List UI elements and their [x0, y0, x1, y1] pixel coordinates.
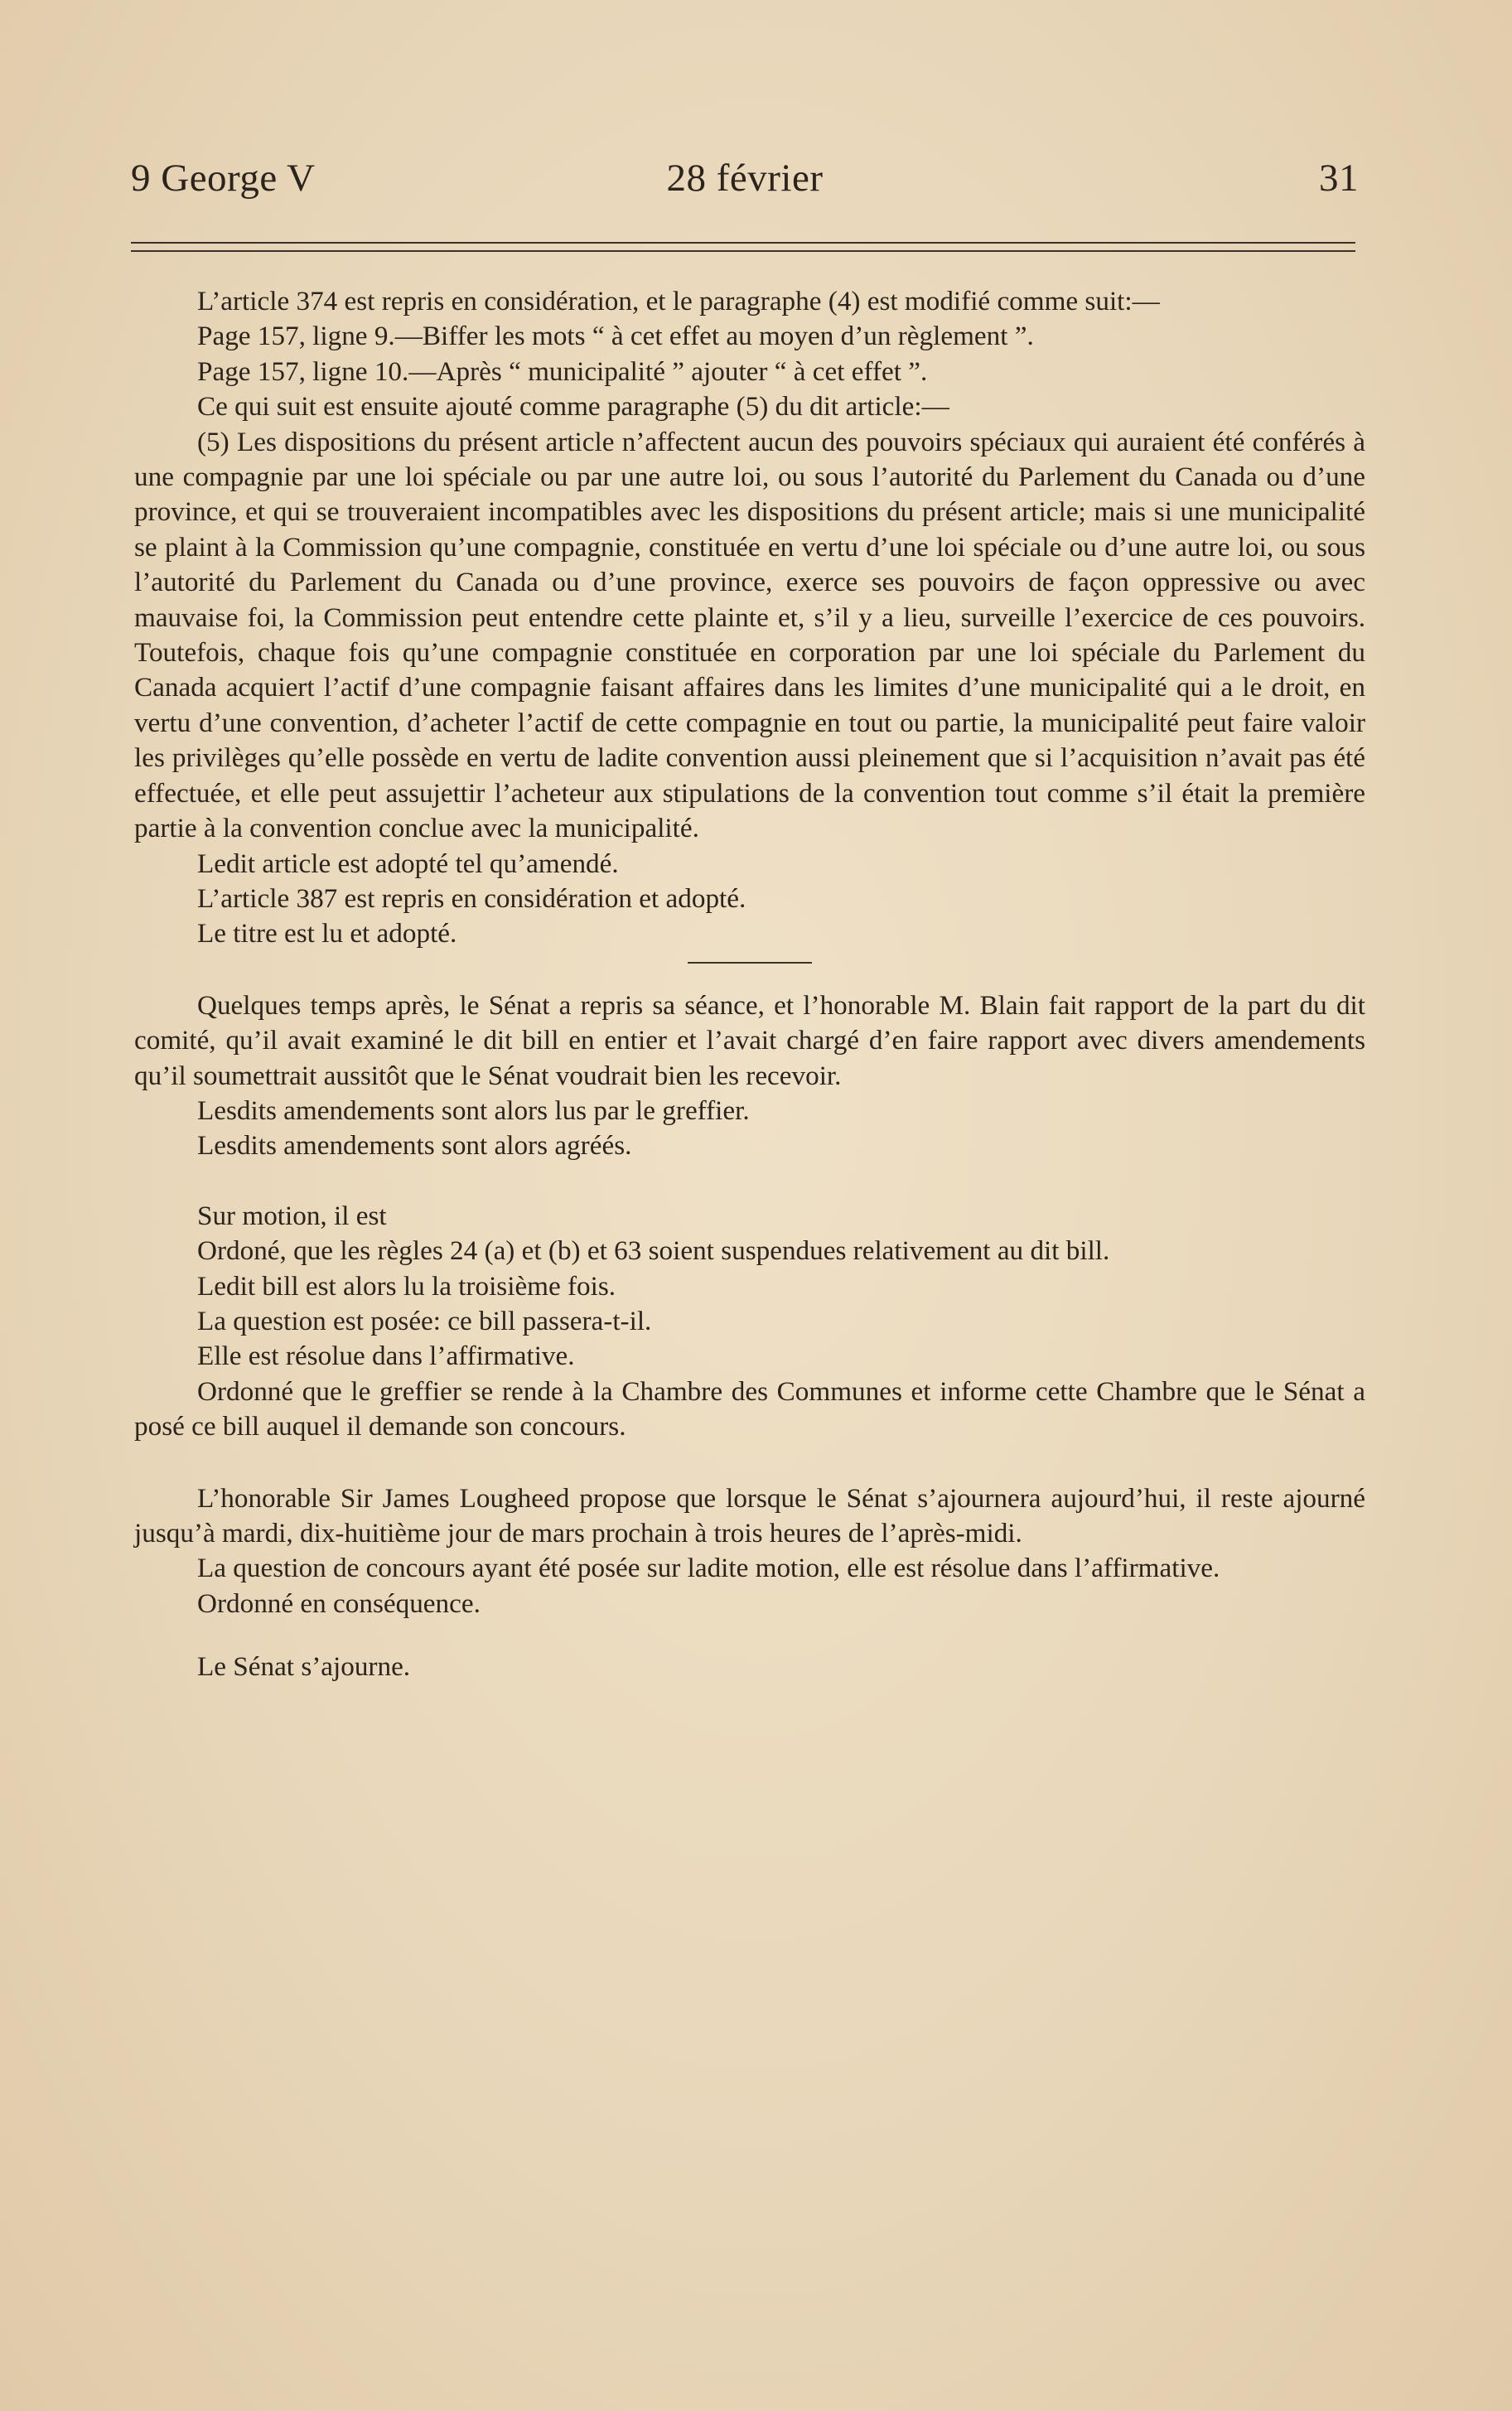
header-double-rule [131, 242, 1355, 252]
page-header [131, 156, 1359, 205]
paragraph-third-reading: Ledit bill est alors lu la troisième fois. [197, 1270, 616, 1302]
paragraph-amendments-read: Lesdits amendements sont alors lus par le greffier. [197, 1094, 750, 1126]
spacer [134, 1621, 1365, 1650]
paragraph-amendment-line-10: Page 157, ligne 10.—Après “ municipalité ” ajouter “ à cet effet ”. [197, 355, 928, 387]
paragraph-motion: Sur motion, il est [197, 1200, 387, 1231]
header-regnal-year: 9 George V [131, 157, 316, 200]
paragraph-title-adopted: Le titre est lu et adopté. [197, 918, 457, 949]
header-date: 28 février [666, 157, 824, 200]
spacer [134, 1164, 1365, 1199]
paragraph-rules-suspended: Ordoné, que les règles 24 (a) et (b) et 63 soient suspendues relativement au dit bill. [197, 1235, 1110, 1267]
paragraph-article-387: L’article 387 est repris en considération et adopté. [197, 882, 746, 914]
paragraph-question-put: La question est posée: ce bill passera-t-il. [197, 1305, 652, 1336]
paragraph-adjournment-motion: L’honorable Sir James Lougheed propose que lorsque le Sénat s’ajournera aujourd’hui, il reste ajourné jusqu’à mardi, dix-huitième jour de mars prochain à trois heures de l’après-midi. [134, 1482, 1365, 1549]
paragraph-article-374: L’article 374 est repris en considération, et le paragraphe (4) est modifié comme suit:— [197, 286, 1160, 316]
paragraph-amendments-agreed: Lesdits amendements sont alors agréés. [197, 1130, 632, 1162]
paragraph-amendment-line-9: Page 157, ligne 9.—Biffer les mots “ à cet effet au moyen d’un règlement ”. [197, 321, 1034, 352]
paragraph-message-commons: Ordonné que le greffier se rende à la Chambre des Communes et informe cette Chambre que le Sénat a posé ce bill auquel il demande son concours. [134, 1375, 1365, 1442]
paragraph-concurrence: La question de concours ayant été posée sur ladite motion, elle est résolue dans l’affirmative. [197, 1553, 1220, 1584]
paragraph-subsection-5: (5) Les dispositions du présent article n’affectent aucun des pouvoirs spéciaux qui auraient été conférés à une compagnie par une loi spéciale ou par une autre loi, ou sous l’autorité du Parlement du Canada ou d’une province, et qui se trouveraient incompatibles avec les dispositions du présent article; mais si une municipalité se plaint à la Commission qu’une compagnie, constituée en vertu d’une loi spéciale ou d’une autre loi, ou sous l’autorité du Parlement du Canada ou d’une province, exerce ses pouvoirs de façon oppressive ou avec mauvaise foi, la Commission peut entendre cette plainte et, s’il y a lieu, surveille l’exercice de ces pouvoirs. Toutefois, chaque fois qu’une compagnie constituée en corporation par une loi spéciale du Parlement du Canada acquiert l’actif d’une compagnie faisant affaires dans les limites d’une municipalité qui a le droit, en vertu d’une convention, d’acheter l’actif de cette compagnie en tout ou partie, la municipalité peut faire valoir les privilèges qu’elle possède en vertu de ladite convention aussi pleinement que si l’acquisition n’avait pas été effectuée, et elle peut assujettir l’acheteur aux stipulations de la convention tout comme s’il était la première partie à la convention conclue avec la municipalité. [134, 426, 1365, 844]
paragraph-resolved-affirmative: Elle est résolue dans l’affirmative. [197, 1341, 575, 1372]
paragraph-addition-intro: Ce qui suit est ensuite ajouté comme paragraphe (5) du dit article:— [197, 391, 949, 423]
paragraph-committee-report: Quelques temps après, le Sénat a repris sa séance, et l’honorable M. Blain fait rapport de la part du dit comité, qu’il avait examiné le dit bill en entier et l’avait chargé d’en faire rapport avec divers amendements qu’il soumettrait aussitôt que le Sénat voudrait bien les recevoir. [134, 989, 1365, 1091]
paragraph-senate-adjourns: Le Sénat s’ajourne. [197, 1651, 411, 1683]
section-separator [688, 962, 812, 964]
paragraph-ordered: Ordonné en conséquence. [197, 1587, 481, 1619]
paragraph-article-adopted: Ledit article est adopté tel qu’amendé. [197, 848, 619, 879]
page-number: 31 [1319, 157, 1359, 200]
page-body [134, 284, 1365, 1685]
spacer [134, 1445, 1365, 1481]
